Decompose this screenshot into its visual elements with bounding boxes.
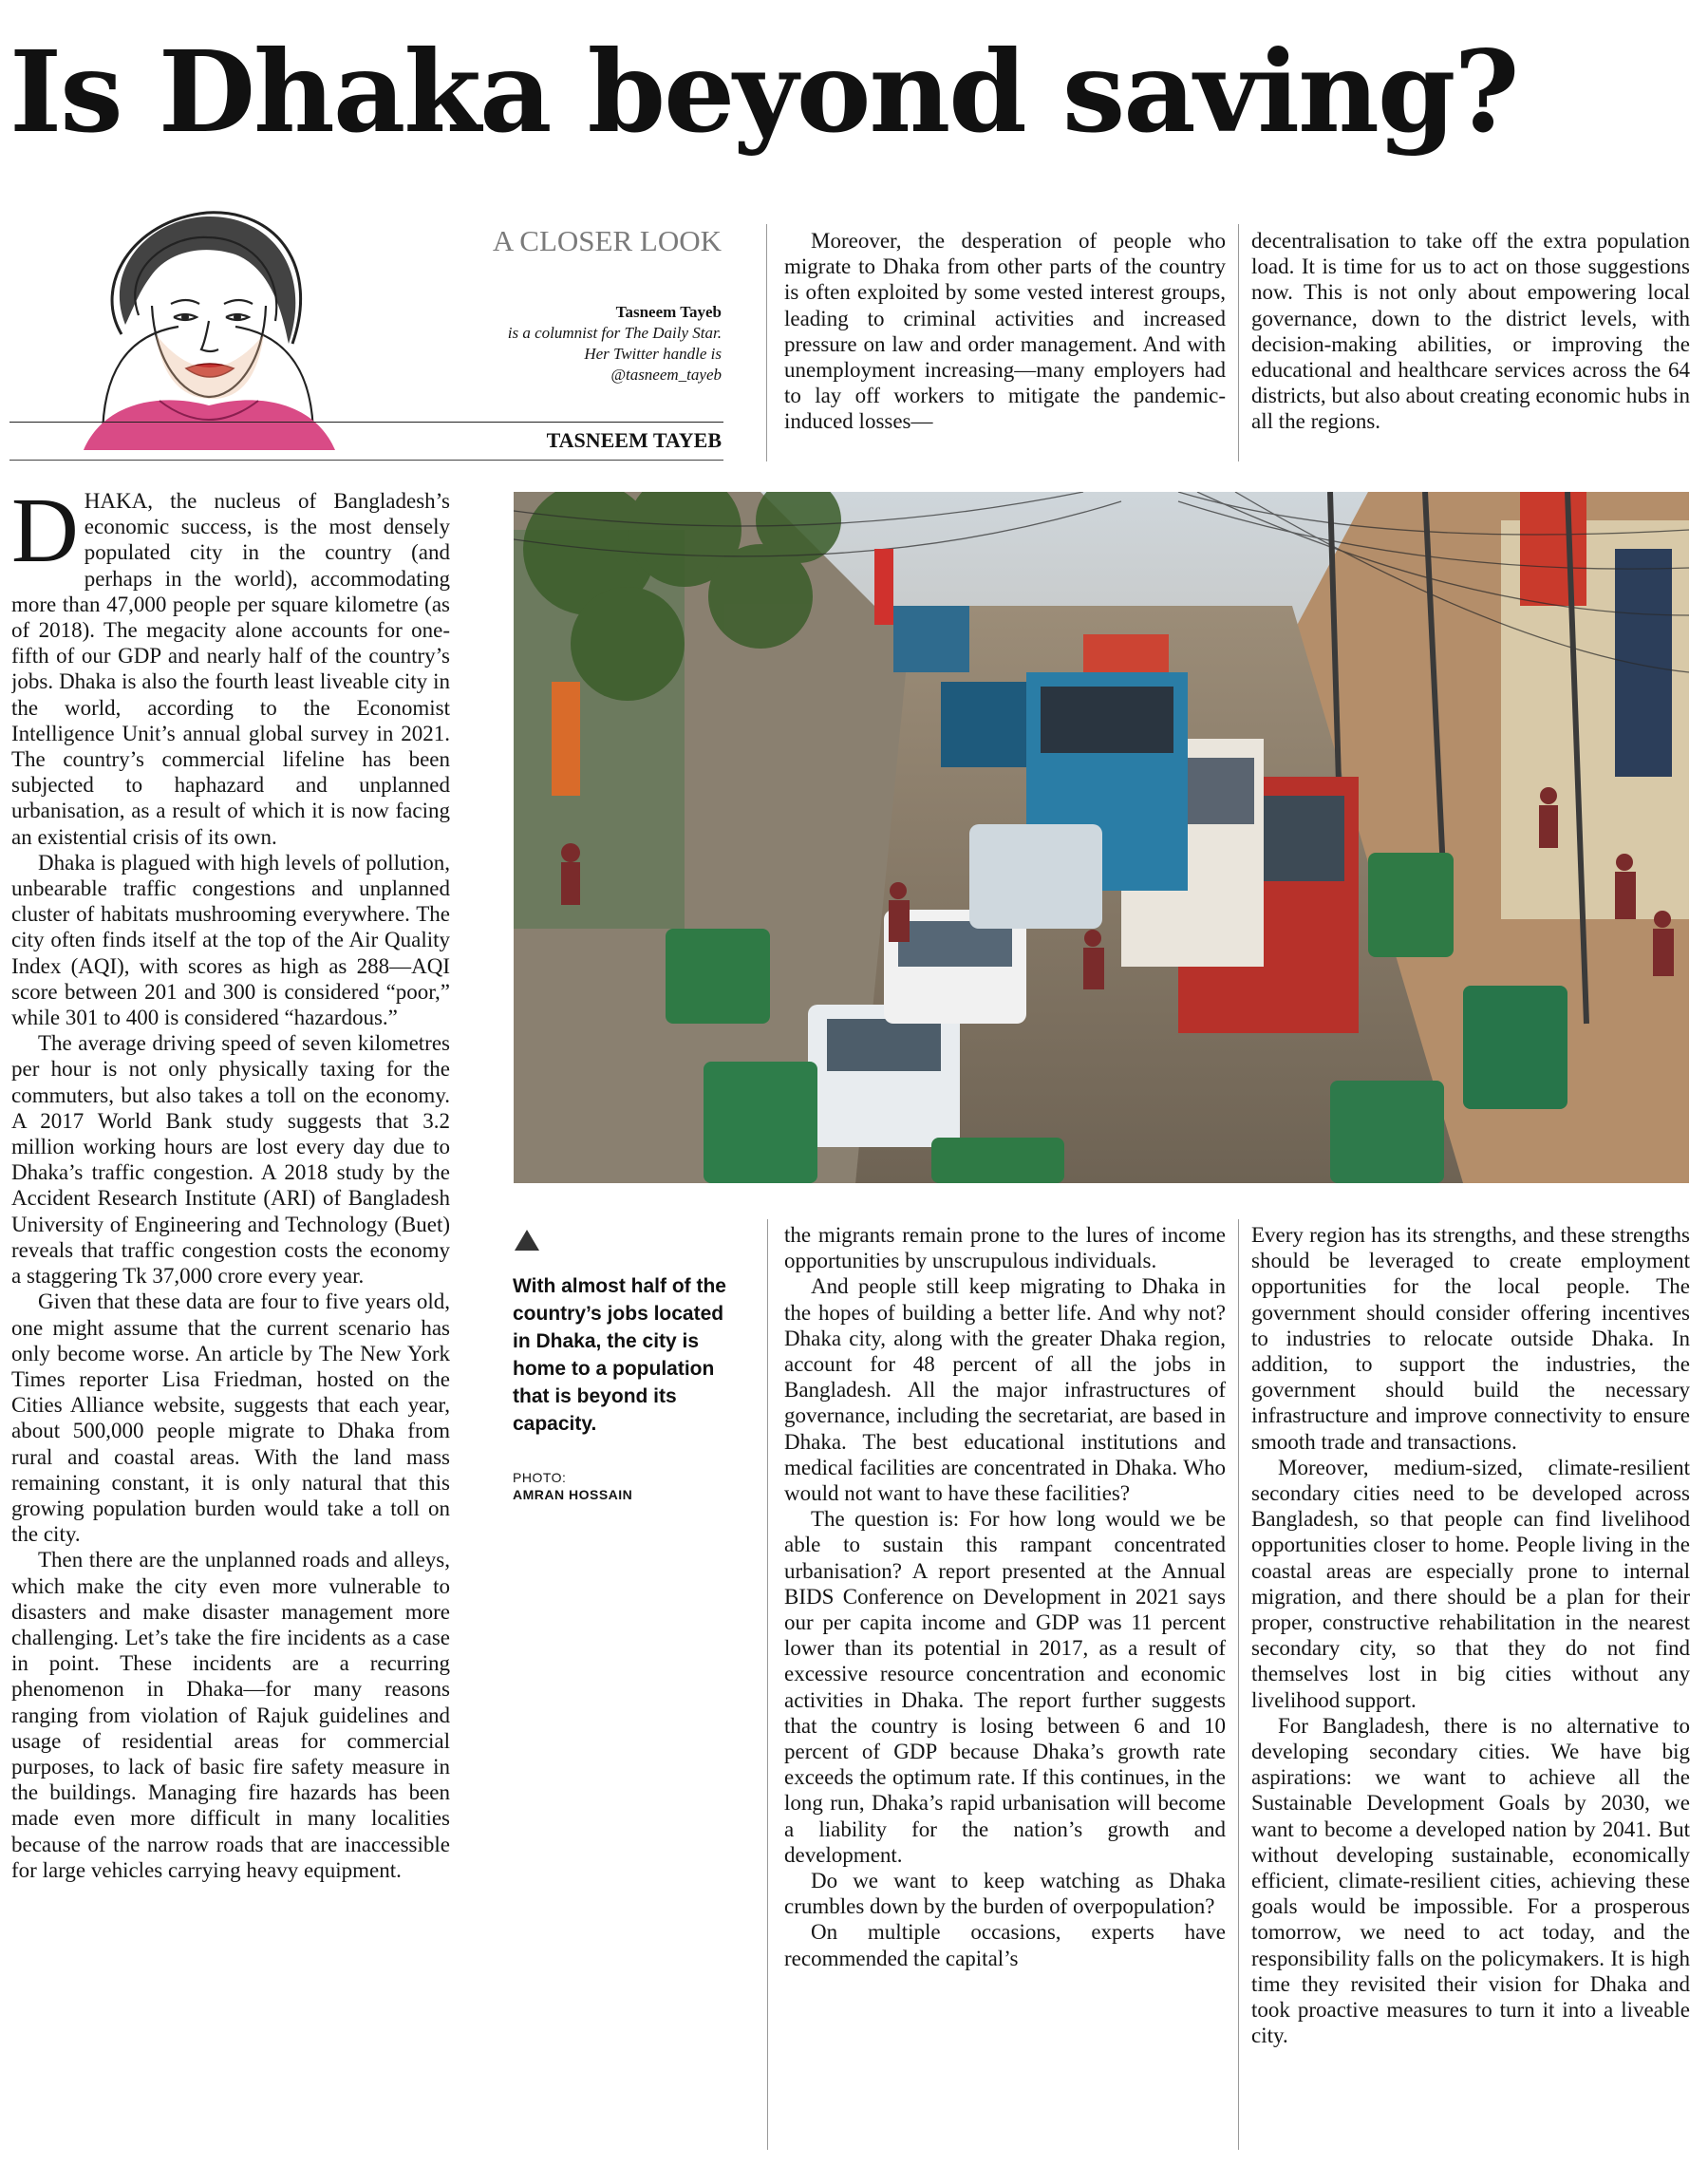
article-paragraph: Moreover, the desperation of people who migrate to Dhaka from other parts of the country is often exploited by some vested interest groups, leading to criminal activities and increased pressure on law and order management. And with unemployment increasing—many employers had to lay off workers to mitigate the pandemic-induced losses—	[784, 229, 1226, 434]
drop-cap: D	[11, 488, 79, 582]
traffic-photo	[514, 492, 1689, 1183]
author-rule	[9, 422, 723, 423]
article-paragraph: On multiple occasions, experts have recommended the capital’s	[784, 1920, 1226, 1970]
author-twitter-handle: @tasneem_tayeb	[610, 366, 722, 384]
photo-credit-label: PHOTO:	[513, 1470, 567, 1485]
article-paragraph: Every region has its strengths, and these strengths should be leveraged to create employment opportunities for the local people. The government should consider offering incentives to industries to relocate outside Dhaka. In addition, to support the industries, the government should build the necessary infrastructure and improve connectivity to ensure smooth trade and transactions.	[1251, 1223, 1690, 1454]
headline: Is Dhaka beyond saving?	[9, 26, 1518, 158]
column-rule	[1238, 224, 1239, 461]
photo-credit-name: AMRAN HOSSAIN	[513, 1487, 633, 1502]
article-paragraph: The question is: For how long would we be able to sustain this rampant concentrated urbanisation? A report presented at the Annual BIDS Conference on Development in 2021 says our per capita income and GDP was 11 percent lower than its potential in 2017, as a result of excessive resource concentration and economic activities in Dhaka. The report further suggests that the country is losing between 6 and 10 percent of GDP because Dhaka’s growth rate exceeds the optimum rate. If this continues, in the long run, Dhaka’s rapid urbanisation will become a liability for the nation’s growth and development.	[784, 1507, 1226, 1867]
byline: TASNEEM TAYEB	[546, 428, 722, 452]
article-column-3-top	[1251, 228, 1690, 460]
article-column-2-top	[784, 228, 1226, 460]
article-column-1	[11, 488, 450, 2150]
caption-arrow-icon	[513, 1228, 541, 1252]
author-bio	[313, 302, 722, 386]
photo-caption: With almost half of the country’s jobs located in Dhaka, the city is home to a population that is beyond its capacity.	[513, 1275, 726, 1435]
article-paragraph: DHAKA, the nucleus of Bangladesh’s economic success, is the most densely populated city in the country (and perhaps in the world), accommodating more than 47,000 people per square kilometre (as of 2018). The megacity alone accounts for one-fifth of our GDP and nearly half of the country’s jobs. Dhaka is also the fourth least liveable city in the world, according to the Economist Intelligence Unit’s annual global survey in 2021. The country’s commercial lifeline has been subjected to haphazard and unplanned urbanisation, as a result of which it is now facing an existential crisis of its own.	[11, 488, 450, 849]
article-paragraph: And people still keep migrating to Dhaka in the hopes of building a better life. And why not? Dhaka city, along with the greater Dhaka region, account for 48 percent of all the jobs in Bangladesh. All the major infrastructures of governance, including the secretariat, are based in Dhaka. The best educational institutions and medical facilities are concentrated in Dhaka. Who would not want to have these facilities?	[784, 1274, 1226, 1506]
article-paragraph: Dhaka is plagued with high levels of pollution, unbearable traffic congestions and unplanned cluster of habitats mushrooming everywhere. The city often finds itself at the top of the Air Quality Index (AQI), with scores as high as 288—AQI score between 201 and 300 is considered “poor,” while 301 to 400 is considered “hazardous.”	[11, 850, 450, 1030]
author-bio-line: is a columnist for The Daily Star.	[507, 324, 722, 342]
article-paragraph: decentralisation to take off the extra population load. It is time for us to act on those suggestions now. This is not only about empowering local governance, down to the district levels, with decision-making abilities, or improving the educational and healthcare services across the 64 districts, but also about creating economic hubs in all the regions.	[1251, 229, 1690, 434]
author-bio-name: Tasneem Tayeb	[615, 303, 722, 321]
column-label: A CLOSER LOOK	[492, 224, 722, 257]
author-bio-line: Her Twitter handle is	[584, 345, 722, 363]
article-paragraph: The average driving speed of seven kilometres per hour is not only physically taxing for the commuters, but also takes a toll on the economy. A 2017 World Bank study suggests that 3.2 million working hours are lost every day due to Dhaka’s traffic congestion. A 2018 study by the Accident Research Institute (ARI) of Bangladesh University of Engineering and Technology (Buet) reveals that traffic congestion costs the economy a staggering Tk 37,000 crore every year.	[11, 1031, 450, 1289]
column-rule	[766, 224, 767, 461]
article-paragraph: the migrants remain prone to the lures of income opportunities by unscrupulous individuals.	[784, 1223, 1226, 1273]
article-paragraph: Then there are the unplanned roads and alleys, which make the city even more vulnerable to disasters and make disaster management more challenging. Let’s take the fire incidents as a case in point. These incidents are a recurring phenomenon in Dhaka—for many reasons ranging from violation of Rajuk guidelines and usage of residential areas for commercial purposes, to lack of basic fire safety measure in the buildings. Managing fire hazards has been made even more difficult in many localities because of the narrow roads that are inaccessible for large vehicles carrying heavy equipment.	[11, 1548, 450, 1882]
author-portrait	[65, 201, 349, 450]
lede-rule	[9, 460, 723, 461]
article-paragraph: Given that these data are four to five years old, one might assume that the current scenario has only become worse. An article by The New York Times reporter Lisa Friedman, hosted on the Cities Alliance website, suggests that each year, about 500,000 people migrate to Dhaka from rural and coastal areas. With the land mass remaining constant, it is only natural that this growing population burden would take a toll on the city.	[11, 1290, 450, 1547]
article-paragraph: For Bangladesh, there is no alternative to developing secondary cities. We have big aspirations: we want to achieve all the Sustainable Development Goals by 2030, we want to become a developed nation by 2041. But without developing sustainable, economically efficient, climate-resilient cities, achieving these goals would be impossible. For a prosperous tomorrow, we need to act today, and the responsibility falls on the policymakers. It is high time they revisited their vision for Dhaka and took proactive measures to turn it into a liveable city.	[1251, 1713, 1690, 2048]
article-paragraph: Moreover, medium-sized, climate-resilient secondary cities need to be developed across Bangladesh, so that people can find livelihood opportunities closer to home. People living in the coastal areas are especially prone to internal migration, and there should be a plan for their proper, constructive rehabilitation in the nearest secondary city, so that they do not find themselves lost in big cities without any livelihood support.	[1251, 1455, 1690, 1712]
article-column-3-bottom	[1251, 1222, 1690, 2148]
column-rule	[767, 1219, 768, 2150]
article-paragraph: Do we want to keep watching as Dhaka crumbles down by the burden of overpopulation?	[784, 1869, 1226, 1919]
article-column-2-bottom	[784, 1222, 1226, 2148]
column-rule	[1238, 1219, 1239, 2150]
